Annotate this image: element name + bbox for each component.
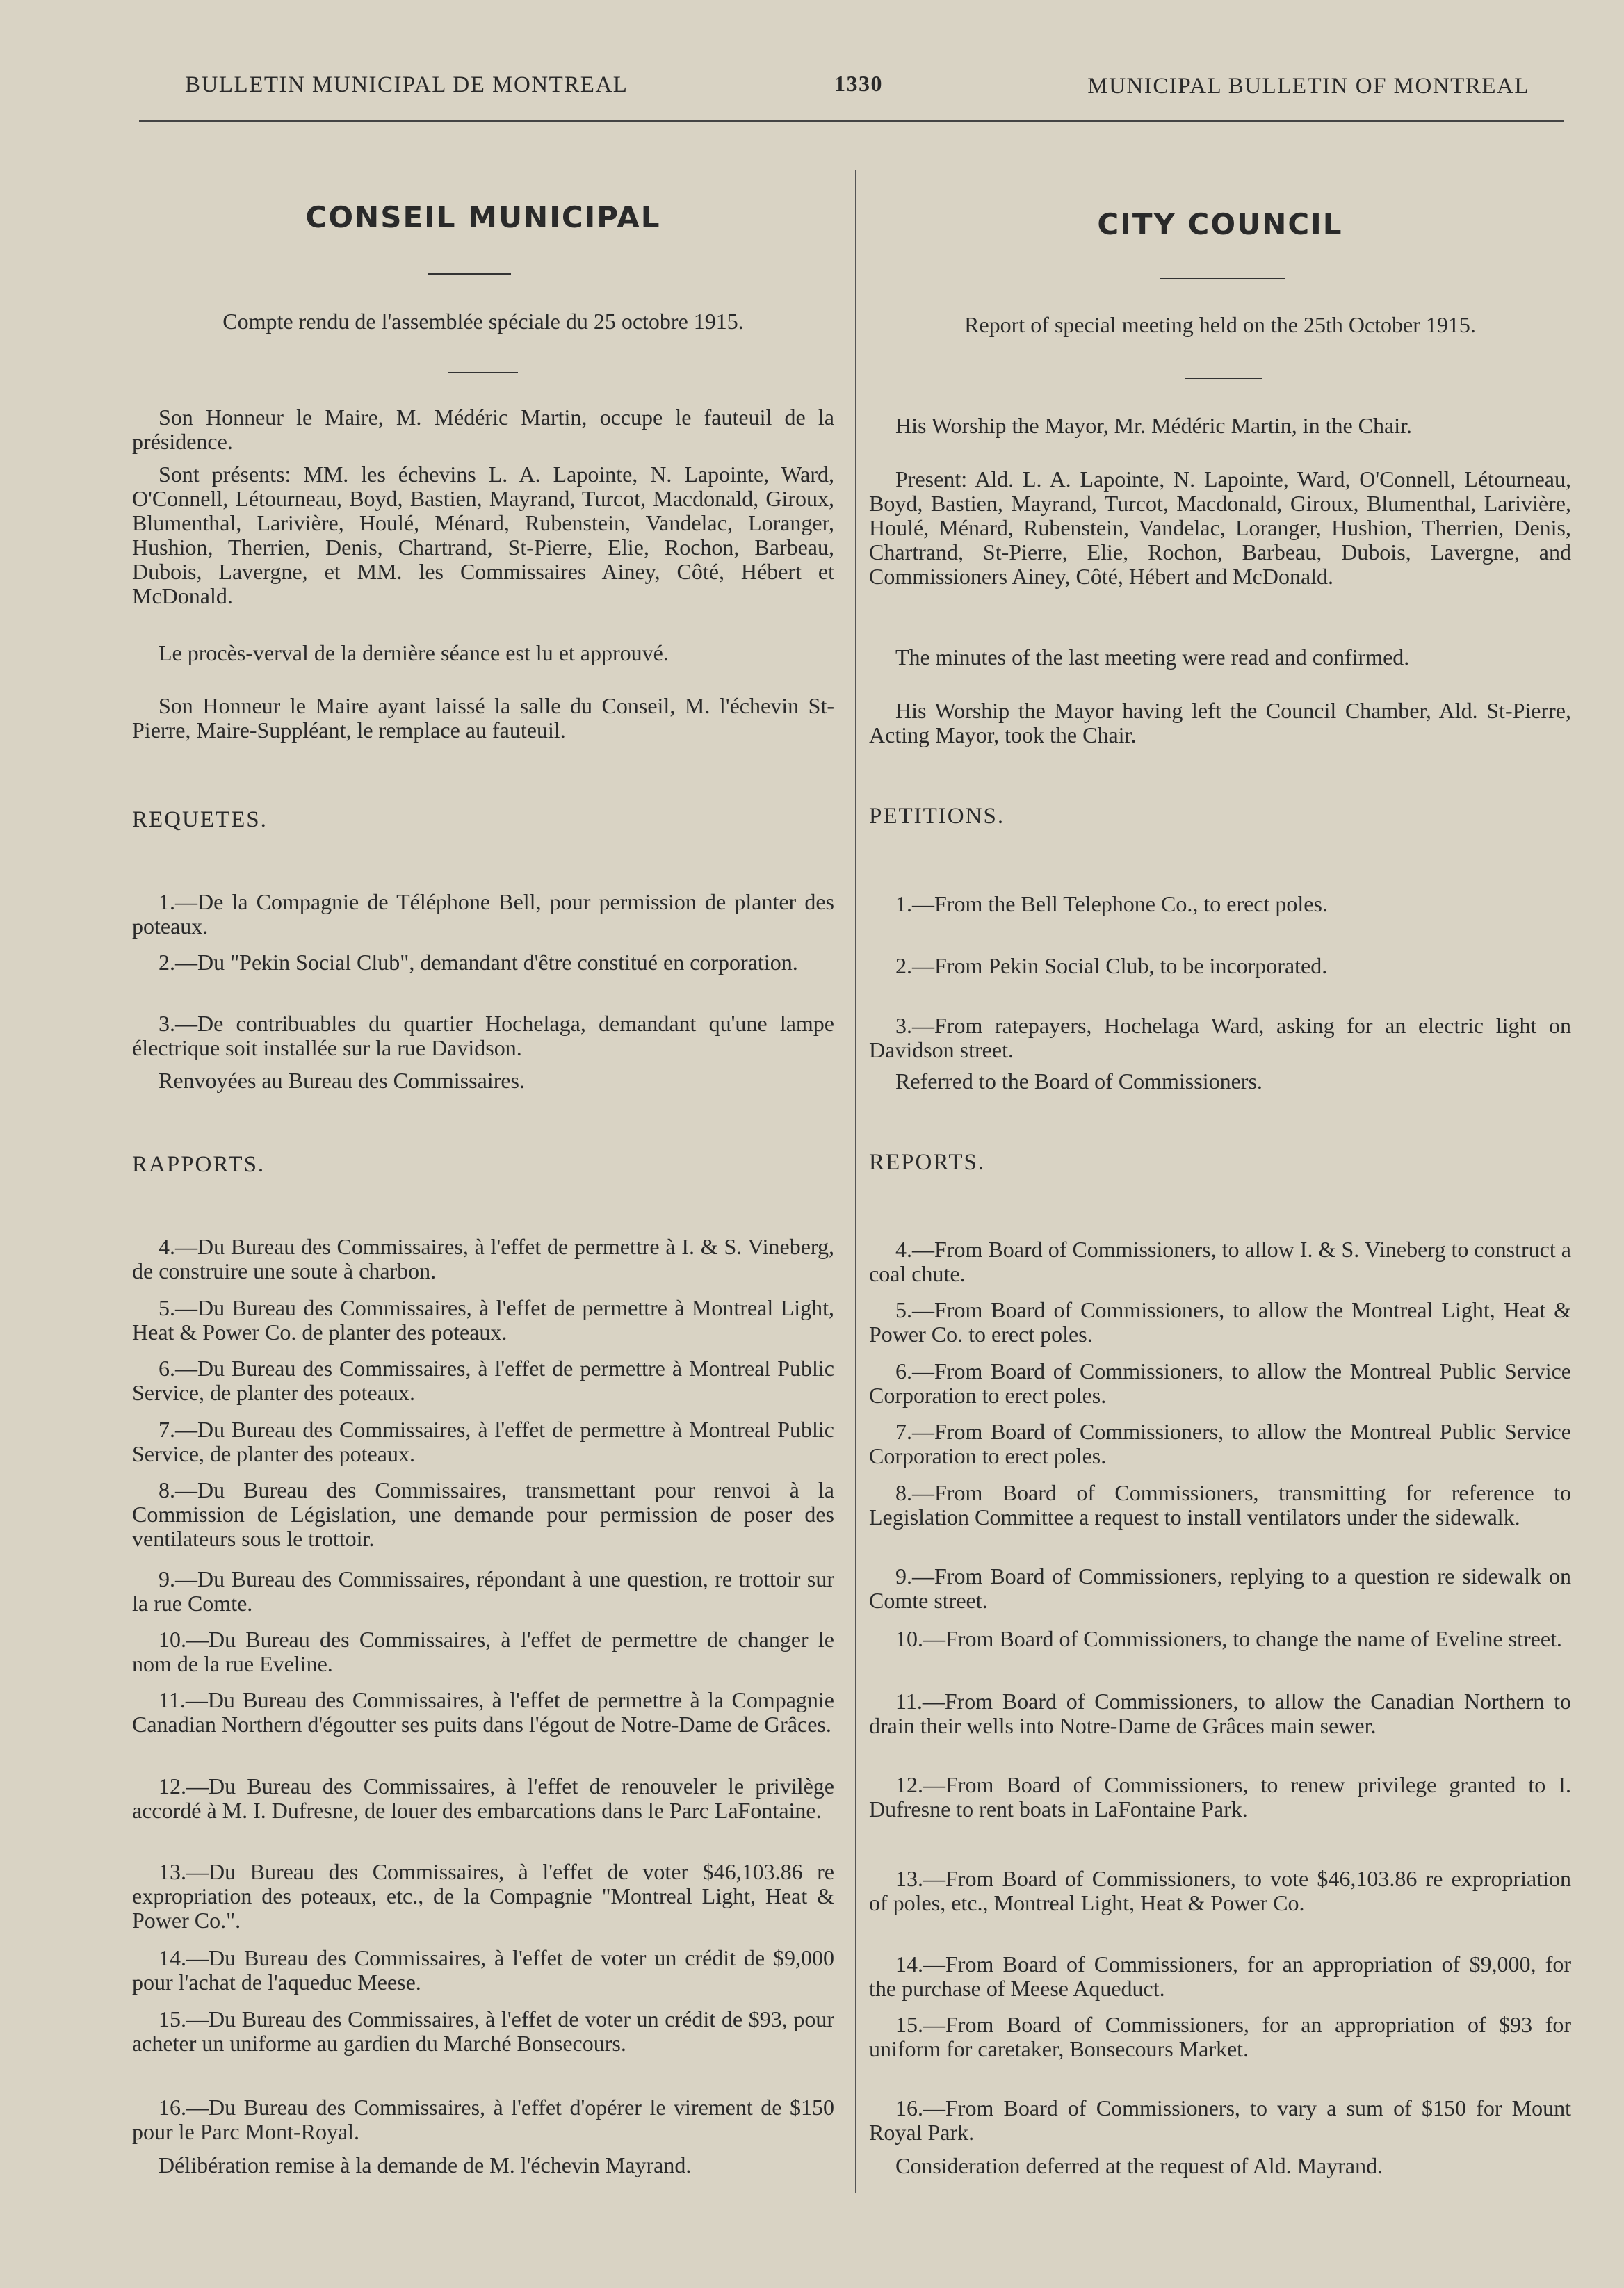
page-number: 1330 <box>834 71 883 96</box>
french-reports-heading: RAPPORTS. <box>132 1152 266 1177</box>
french-intro-paragraph: Sont présents: MM. les échevins L. A. Lapointe, N. Lapointe, Ward, O'Connell, Létourneau, Boyd, Bastien, Mayrand, Turcot, Macdonald, Giroux, Blumenthal, Larivière, Houlé, Ménard, Rubenstein, Vandelac, Loranger, Hushion, Therrien, Denis, Chartrand, St-Pierre, Elie, Rochon, Barbeau, Dubois, Lavergne, et MM. les Commissaires Ainey, Côté, Hébert et McDonald. <box>132 462 834 608</box>
english-report-item: 4.—From Board of Commissioners, to allow I. & S. Vineberg to construct a coal chute. <box>869 1237 1571 1286</box>
english-report-item: 14.—From Board of Commissioners, for an appropriation of $9,000, for the purchase of Meese Aqueduct. <box>869 1952 1571 2001</box>
english-intro-paragraph: Present: Ald. L. A. Lapointe, N. Lapointe, Ward, O'Connell, Létourneau, Boyd, Bastien, Mayrand, Turcot, Macdonald, Giroux, Blumenthal, Larivière, Houlé, Ménard, Rubenstein, Vandelac, Loranger, Hushion, Therrien, Denis, Chartrand, St-Pierre, Elie, Rochon, Barbeau, Dubois, Lavergne, and Commissioners Ainey, Côté, Hébert and McDonald. <box>869 466 1571 589</box>
column-divider <box>855 170 856 2193</box>
english-intro-paragraph: His Worship the Mayor having left the Council Chamber, Ald. St-Pierre, Acting Mayor, took the Chair. <box>869 698 1571 747</box>
french-report-note: Délibération remise à la demande de M. l'échevin Mayrand. <box>159 2152 692 2177</box>
french-report-item: 7.—Du Bureau des Commissaires, à l'effet de permettre à Montreal Public Service, de planter des poteaux. <box>132 1417 834 1466</box>
english-petition-note: Referred to the Board of Commissioners. <box>895 1069 1262 1094</box>
english-report-item: 13.—From Board of Commissioners, to vote $46,103.86 re expropriation of poles, etc., Montreal Light, Heat & Power Co. <box>869 1866 1571 1915</box>
english-petitions-heading: PETITIONS. <box>869 804 1005 829</box>
french-intro-paragraph: Son Honneur le Maire ayant laissé la salle du Conseil, M. l'échevin St-Pierre, Maire-Suppléant, le remplace au fauteuil. <box>132 693 834 743</box>
french-report-item: 10.—Du Bureau des Commissaires, à l'effet de permettre de changer le nom de la rue Eveline. <box>132 1627 834 1676</box>
english-report-item: 16.—From Board of Commissioners, to vary a sum of $150 for Mount Royal Park. <box>869 2095 1571 2145</box>
french-report-item: 12.—Du Bureau des Commissaires, à l'effet de renouveler le privilège accordé à M. I. Dufresne, de louer des embarcations dans le Parc LaFontaine. <box>132 1774 834 1823</box>
english-report-item: 15.—From Board of Commissioners, for an appropriation of $93 for uniform for caretaker, Bonsecours Market. <box>869 2012 1571 2061</box>
english-title: CITY COUNCIL <box>1097 207 1343 241</box>
french-subtitle-rule <box>448 372 518 373</box>
english-report-item: 9.—From Board of Commissioners, replying to a question re sidewalk on Comte street. <box>869 1564 1571 1613</box>
french-intro-paragraph: Son Honneur le Maire, M. Médéric Martin, occupe le fauteuil de la présidence. <box>132 405 834 454</box>
english-report-item: 7.—From Board of Commissioners, to allow the Montreal Public Service Corporation to erect poles. <box>869 1419 1571 1468</box>
english-report-item: 8.—From Board of Commissioners, transmitting for reference to Legislation Committee a request to install ventilators under the sidewalk. <box>869 1480 1571 1530</box>
english-subtitle: Report of special meeting held on the 25th October 1915. <box>964 312 1476 337</box>
english-petition-item: 3.—From ratepayers, Hochelaga Ward, asking for an electric light on Davidson street. <box>869 1013 1571 1062</box>
english-report-item: 10.—From Board of Commissioners, to change the name of Eveline street. <box>895 1626 1562 1651</box>
french-petitions-heading: REQUETES. <box>132 807 268 832</box>
french-report-item: 6.—Du Bureau des Commissaires, à l'effet de permettre à Montreal Public Service, de planter des poteaux. <box>132 1356 834 1405</box>
french-title-rule <box>428 273 511 275</box>
english-petition-item: 1.—From the Bell Telephone Co., to erect poles. <box>895 891 1328 916</box>
header-right-title: MUNICIPAL BULLETIN OF MONTREAL <box>1087 74 1529 99</box>
french-petition-item: 2.—Du "Pekin Social Club", demandant d'être constitué en corporation. <box>159 950 798 975</box>
french-report-item: 5.—Du Bureau des Commissaires, à l'effet de permettre à Montreal Light, Heat & Power Co. de planter des poteaux. <box>132 1295 834 1345</box>
french-report-item: 9.—Du Bureau des Commissaires, répondant à une question, re trottoir sur la rue Comte. <box>132 1566 834 1616</box>
english-title-rule <box>1160 278 1285 279</box>
english-subtitle-rule <box>1185 378 1262 379</box>
english-reports-heading: REPORTS. <box>869 1150 986 1175</box>
french-petition-item: 3.—De contribuables du quartier Hochelaga, demandant qu'une lampe électrique soit installée sur la rue Davidson. <box>132 1011 834 1060</box>
french-report-item: 8.—Du Bureau des Commissaires, transmettant pour renvoi à la Commission de Législation, une demande pour permission de poser des ventilateurs sous le trottoir. <box>132 1477 834 1551</box>
french-report-item: 15.—Du Bureau des Commissaires, à l'effet de voter un crédit de $93, pour acheter un uniforme au gardien du Marché Bonsecours. <box>132 2006 834 2056</box>
french-petition-item: 1.—De la Compagnie de Téléphone Bell, pour permission de planter des poteaux. <box>132 889 834 939</box>
french-intro-paragraph: Le procès-verval de la dernière séance est lu et approuvé. <box>159 640 669 665</box>
header-left-title: BULLETIN MUNICIPAL DE MONTREAL <box>185 72 628 97</box>
english-report-item: 12.—From Board of Commissioners, to renew privilege granted to I. Dufresne to rent boats in LaFontaine Park. <box>869 1772 1571 1822</box>
english-intro-paragraph: His Worship the Mayor, Mr. Médéric Martin, in the Chair. <box>895 413 1412 438</box>
french-subtitle: Compte rendu de l'assemblée spéciale du 25 octobre 1915. <box>222 309 744 334</box>
english-report-item: 11.—From Board of Commissioners, to allow the Canadian Northern to drain their wells into Notre-Dame de Grâces main sewer. <box>869 1689 1571 1738</box>
english-report-item: 6.—From Board of Commissioners, to allow the Montreal Public Service Corporation to erect poles. <box>869 1358 1571 1408</box>
english-report-note: Consideration deferred at the request of Ald. Mayrand. <box>895 2153 1383 2178</box>
french-petition-note: Renvoyées au Bureau des Commissaires. <box>159 1068 525 1093</box>
french-column <box>132 0 834 2288</box>
english-column <box>869 0 1571 2288</box>
english-petition-item: 2.—From Pekin Social Club, to be incorporated. <box>895 953 1328 978</box>
french-title: CONSEIL MUNICIPAL <box>305 200 661 234</box>
english-report-item: 5.—From Board of Commissioners, to allow the Montreal Light, Heat & Power Co. to erect poles. <box>869 1297 1571 1347</box>
french-report-item: 16.—Du Bureau des Commissaires, à l'effet d'opérer le virement de $150 pour le Parc Mont-Royal. <box>132 2095 834 2144</box>
english-intro-paragraph: The minutes of the last meeting were read and confirmed. <box>895 644 1410 670</box>
french-report-item: 13.—Du Bureau des Commissaires, à l'effet de voter $46,103.86 re expropriation des poteaux, etc., de la Compagnie "Montreal Light, Heat & Power Co.". <box>132 1859 834 1933</box>
french-report-item: 11.—Du Bureau des Commissaires, à l'effet de permettre à la Compagnie Canadian Northern d'égoutter ses puits dans l'égout de Notre-Dame de Grâces. <box>132 1687 834 1737</box>
french-report-item: 14.—Du Bureau des Commissaires, à l'effet de voter un crédit de $9,000 pour l'achat de l'aqueduc Meese. <box>132 1945 834 1995</box>
french-report-item: 4.—Du Bureau des Commissaires, à l'effet de permettre à I. & S. Vineberg, de construire une soute à charbon. <box>132 1234 834 1283</box>
